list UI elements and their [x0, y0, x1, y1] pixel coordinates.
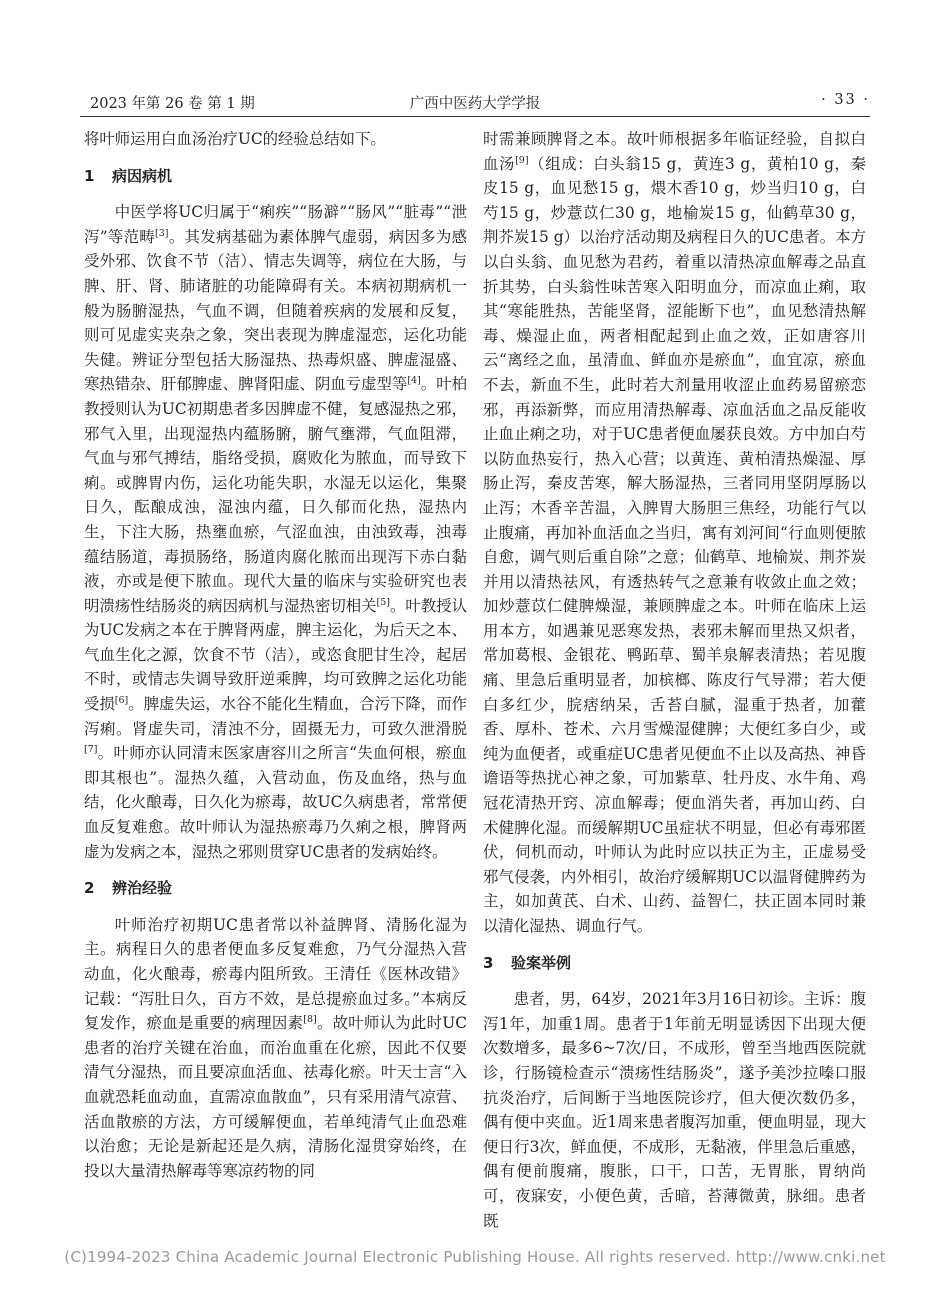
right-column	[483, 127, 866, 1233]
section-3-paragraph: 患者，男，64岁，2021年3月16日初诊。主诉：腹泻1年，加重1周。患者于1年前无明显诱因下出现大便次数增多，最多6~7次/日，不成形，曾至当地西医院就诊，行肠镜检查示“溃疡性结肠炎”，遂予美沙拉嗪口服抗炎治疗，后间断于当地医院诊疗，但大便次数仍多，偶有便中夹血。近1周来患者腹泻加重，便血明显，现大便日行3次，鲜血便，不成形，无黏液，伴里急后重感，偶有便前腹痛，腹胀，口干，口苦，无胃胀，胃纳尚可，夜寐安，小便色黄，舌暗，苔薄微黄，脉细。患者既	[483, 990, 866, 1230]
running-header	[80, 92, 870, 114]
citation: [7]	[84, 744, 98, 756]
citation: [4]	[407, 375, 421, 387]
citation: [6]	[114, 695, 129, 707]
section-1-heading: 1 病因病机	[84, 166, 173, 185]
citation: [3]	[155, 227, 169, 239]
section-2-continued: 时需兼顾脾肾之本。故叶师根据多年临证经验，自拟白血汤[9]（组成：白头翁15 g，黄连3 g，黄柏10 g，秦皮15 g，血见愁15 g，煨木香10 g，炒当归10 g，白芍15 g，炒薏苡仁30 g，地榆炭15 g，仙鹤草30 g，荆芥炭15 g）以治疗活动期及病程日久的UC患者。本方以白头翁、血见愁为君药，着重以清热凉血解毒之品直折其势，白头翁性味苦寒入阳明血分，而凉血止痢，取其“寒能胜热，苦能坚肾，涩能断下也”，血见愁清热解毒、燥湿止血，两者相配起到止血之效，正如唐容川云“离经之血，虽清血、鲜血亦是瘀血”，血宜凉，瘀血不去，新血不生，此时若大剂量用收涩止血药易留瘀恋邪，再添新弊，而应用清热解毒、凉血活血之品反能收止血止痢之功，对于UC患者便血屡获良效。方中加白芍以防血热妄行，热入心营；以黄连、黄柏清热燥湿、厚肠止泻，秦皮苦寒，解大肠湿热，三者同用坚阴厚肠以止泻；木香辛苦温，入脾胃大肠胆三焦经，功能行气以止腹痛，再加补血活血之当归，寓有刘河间“行血则便脓自愈，调气则后重自除”之意；仙鹤草、地榆炭、荆芥炭并用以清热祛风，有透热转气之意兼有收敛止血之效；加炒薏苡仁健脾燥湿，兼顾脾虚之本。叶师在临床上运用本方，如遇兼见恶寒发热，表邪未解而里热又炽者，常加葛根、金银花、鸭跖草、蜀羊泉解表清热；若见腹痛、里急后重明显者，加槟榔、陈皮行气导滞；若大便白多红少，脘痞纳呆，舌苔白腻，湿重于热者，加藿香、厚朴、苍术、六月雪燥湿健脾；大便红多白少，或纯为血便者，或重症UC患者见便血不止以及高热、神昏谵语等热扰心神之象，可加紫草、牡丹皮、水牛角、鸡冠花清热开窍、凉血解毒；便血消失者，再加山药、白术健脾化湿。而缓解期UC虽症状不明显，但必有毒邪匿伏，伺机而动，叶师认为此时应以扶正为主，正虚易受邪气侵袭，内外相引，故治疗缓解期UC以温肾健脾药为主，如加黄芪、白术、山药、益智仁，扶正固本同时兼以清化湿热、调血行气。	[483, 130, 866, 935]
section-2-paragraph: 叶师治疗初期UC患者常以补益脾肾、清肠化湿为主。病程日久的患者便血多反复难愈，乃气分湿热入营动血，化火酿毒，瘀毒内阻所致。王清任《医林改错》记载：“泻肚日久，百方不效，是总提瘀血过多。”本病反复发作，瘀血是重要的病理因素[8]。故叶师认为此时UC患者的治疗关键在治血，而治血重在化瘀，因此不仅要清气分湿热，而且要凉血活血、祛毒化瘀。叶天士言“入血就恐耗血动血，直需凉血散血”，只有采用清气凉营、活血散瘀的方法，方可缓解便血，若单纯清气止血恐难以治愈；无论是新起还是久病，清肠化湿贯穿始终，在投以大量清热解毒等寒凉药物的同	[84, 915, 467, 1180]
citation: [8]	[303, 1014, 317, 1026]
section-3-heading: 3 验案举例	[483, 953, 572, 972]
copyright-footer: (C)1994-2023 China Academic Journal Electronic Publishing House. All rights reserved. http://www.cnki.net	[64, 1248, 886, 1266]
header-rule	[80, 116, 870, 117]
intro-line: 将叶师运用白血汤治疗UC的经验总结如下。	[84, 130, 386, 148]
left-column	[84, 127, 467, 1183]
citation: [5]	[376, 596, 390, 608]
section-1-paragraph: 中医学将UC归属于“痢疾”“肠澼”“肠风”“脏毒”“泄泻”等范畴[3]。其发病基础为素体脾气虚弱，病因多为感受外邪、饮食不节（洁）、情志失调等，病位在大肠，与脾、肝、肾、肺诸脏的功能障碍有关。本病初期病机一般为肠腑湿热，气血不调，但随着疾病的发展和反复，则可见虚实夹杂之象，突出表现为脾虚湿恋，运化功能失健。辨证分型包括大肠湿热、热毒炽盛、脾虚湿盛、寒热错杂、肝郁脾虚、脾肾阳虚、阴血亏虚型等[4]。叶柏教授则认为UC初期患者多因脾虚不健，复感湿热之邪，邪气入里，出现湿热内蕴肠腑，腑气壅滞，气血阻滞，气血与邪气搏结，脂络受损，腐败化为脓血，而导致下痢。或脾胃内伤，运化功能失职，水湿无以运化，集聚日久，酝酿成浊，湿浊内蕴，日久郁而化热，湿热内生，下注大肠，热壅血瘀，气涩血浊，由浊致毒，浊毒蕴结肠道，毒损肠络，肠道肉腐化脓而出现泻下赤白黏液，亦或是便下脓血。现代大量的临床与实验研究也表明溃疡性结肠炎的病因病机与湿热密切相关[5]。叶教授认为UC发病之本在于脾肾两虚，脾主运化，为后天之本、气血生化之源，饮食不节（洁），或恣食肥甘生冷，起居不时，或情志失调导致肝逆乘脾，均可致脾之运化功能受损[6]。脾虚失运，水谷不能化生精血，合污下降，而作泻痢。肾虚失司，清浊不分，固摄无力，可致久泄滑脱[7]。叶师亦认同清末医家唐容川之所言“失血何根，瘀血即其根也”。湿热久蕴，入营动血，伤及血络，热与血结，化火酿毒，日久化为瘀毒，故UC久病患者，常常便血反复难愈。故叶师认为湿热瘀毒乃久痢之根，脾肾两虚为发病之本，湿热之邪则贯穿UC患者的发病始终。	[84, 203, 467, 861]
issue-info: 2023 年第 26 卷 第 1 期	[90, 96, 255, 112]
citation: [9]	[515, 154, 529, 166]
section-2-heading: 2 辨治经验	[84, 879, 173, 898]
journal-name: 广西中医药大学学报	[409, 96, 541, 112]
page-number: · 33 ·	[821, 92, 870, 108]
